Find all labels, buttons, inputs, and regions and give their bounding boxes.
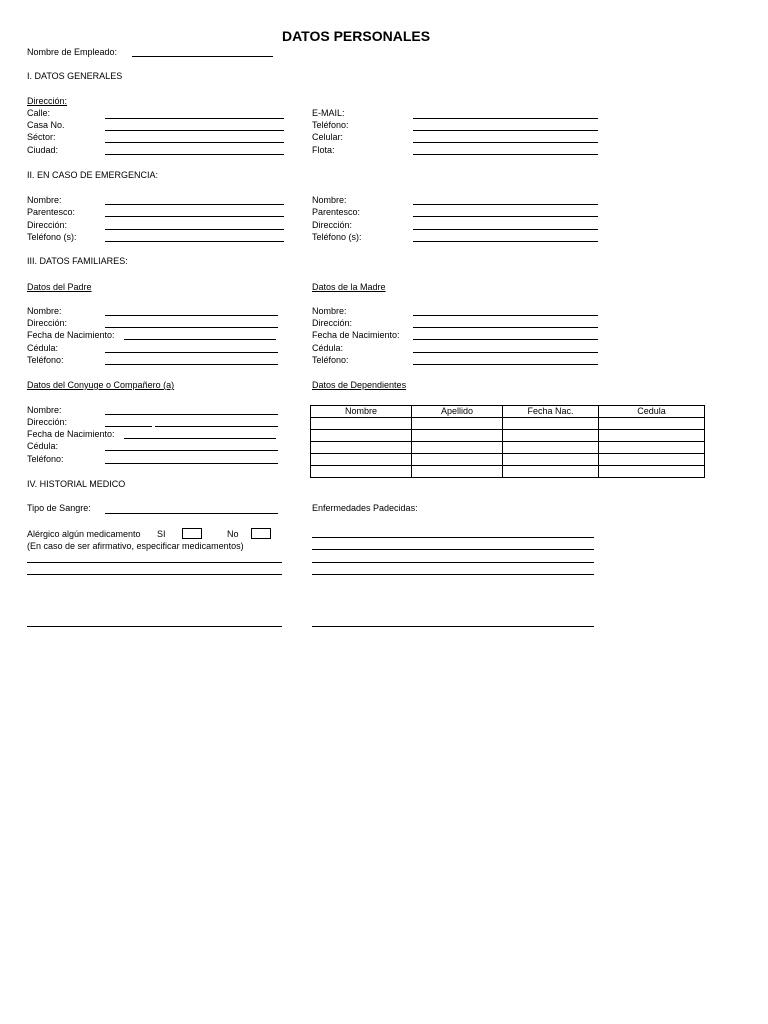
mother-name-label: Nombre: xyxy=(312,306,347,316)
father-id-field[interactable] xyxy=(105,352,278,353)
spouse-heading: Datos del Conyuge o Compañero (a) xyxy=(27,380,175,390)
employee-name-field[interactable] xyxy=(132,56,273,57)
allergic-no-label: No xyxy=(227,529,239,539)
emergency-phone-label: Teléfono (s): xyxy=(27,232,77,242)
emergency2-name-field[interactable] xyxy=(413,204,598,205)
table-row xyxy=(311,466,705,478)
father-name-label: Nombre: xyxy=(27,306,62,316)
table-row xyxy=(311,442,705,454)
phone-field[interactable] xyxy=(413,130,598,131)
table-cell[interactable] xyxy=(311,418,412,430)
spouse-id-label: Cédula: xyxy=(27,441,59,451)
section-family: III. DATOS FAMILIARES: xyxy=(27,256,128,266)
table-cell[interactable] xyxy=(599,454,705,466)
mother-birthdate-field[interactable] xyxy=(413,339,598,340)
diseases-line-5[interactable] xyxy=(312,626,594,627)
allergic-note: (En caso de ser afirmativo, especificar medicamentos) xyxy=(27,541,244,551)
father-address-field[interactable] xyxy=(105,327,278,328)
section-medical: IV. HISTORIAL MEDICO xyxy=(27,479,126,489)
mother-heading: Datos de la Madre xyxy=(312,282,386,292)
emergency2-name-label: Nombre: xyxy=(312,195,347,205)
column-header-birthdate: Fecha Nac. xyxy=(503,406,599,418)
father-name-field[interactable] xyxy=(105,315,278,316)
mother-phone-field[interactable] xyxy=(413,364,598,365)
table-cell[interactable] xyxy=(599,418,705,430)
table-cell[interactable] xyxy=(311,466,412,478)
allergic-label: Alérgico algún medicamento xyxy=(27,529,141,539)
table-cell[interactable] xyxy=(503,418,599,430)
spouse-birthdate-label: Fecha de Nacimiento: xyxy=(27,429,115,439)
table-cell[interactable] xyxy=(412,454,503,466)
spouse-address-field-b[interactable] xyxy=(155,426,278,427)
table-cell[interactable] xyxy=(412,442,503,454)
street-label: Calle: xyxy=(27,108,51,118)
employee-name-label: Nombre de Empleado: xyxy=(27,47,118,57)
spouse-phone-field[interactable] xyxy=(105,463,278,464)
sector-label: Séctor: xyxy=(27,132,56,142)
spouse-id-field[interactable] xyxy=(105,450,278,451)
fleet-field[interactable] xyxy=(413,154,598,155)
father-birthdate-label: Fecha de Nacimiento: xyxy=(27,330,115,340)
fleet-label: Flota: xyxy=(312,145,335,155)
city-field[interactable] xyxy=(105,154,284,155)
spouse-address-field-a[interactable] xyxy=(105,426,152,427)
table-cell[interactable] xyxy=(412,418,503,430)
column-header-id: Cedula xyxy=(599,406,705,418)
emergency2-address-field[interactable] xyxy=(413,229,598,230)
house-number-field[interactable] xyxy=(105,130,284,131)
mother-name-field[interactable] xyxy=(413,315,598,316)
blood-type-label: Tipo de Sangre: xyxy=(27,503,91,513)
father-phone-label: Teléfono: xyxy=(27,355,64,365)
diseases-label: Enfermedades Padecidas: xyxy=(312,503,418,513)
emergency2-address-label: Dirección: xyxy=(312,220,353,230)
allergic-yes-label: SI xyxy=(157,529,166,539)
mobile-label: Celular: xyxy=(312,132,344,142)
emergency2-relationship-label: Parentesco: xyxy=(312,207,361,217)
emergency-name-label: Nombre: xyxy=(27,195,62,205)
diseases-line-1[interactable] xyxy=(312,537,594,538)
father-phone-field[interactable] xyxy=(105,364,278,365)
table-cell[interactable] xyxy=(412,430,503,442)
mother-address-label: Dirección: xyxy=(312,318,353,328)
table-cell[interactable] xyxy=(503,430,599,442)
emergency2-relationship-field[interactable] xyxy=(413,216,598,217)
email-field[interactable] xyxy=(413,118,598,119)
table-cell[interactable] xyxy=(503,466,599,478)
mother-address-field[interactable] xyxy=(413,327,598,328)
column-header-surname: Apellido xyxy=(412,406,503,418)
table-row xyxy=(311,430,705,442)
blood-type-field[interactable] xyxy=(105,513,278,514)
emergency-name-field[interactable] xyxy=(105,204,284,205)
allergic-yes-checkbox[interactable] xyxy=(182,528,202,539)
spouse-name-label: Nombre: xyxy=(27,405,62,415)
column-header-name: Nombre xyxy=(311,406,412,418)
emergency-relationship-label: Parentesco: xyxy=(27,207,76,217)
emergency2-phone-label: Teléfono (s): xyxy=(312,232,362,242)
emergency-address-field[interactable] xyxy=(105,229,284,230)
phone-label: Teléfono: xyxy=(312,120,349,130)
table-cell[interactable] xyxy=(412,466,503,478)
spouse-name-field[interactable] xyxy=(105,414,278,415)
dependents-heading: Datos de Dependientes xyxy=(312,380,407,390)
medication-line-2[interactable] xyxy=(27,574,282,575)
mobile-field[interactable] xyxy=(413,142,598,143)
spouse-phone-label: Teléfono: xyxy=(27,454,64,464)
table-cell[interactable] xyxy=(599,442,705,454)
emergency-phone-field[interactable] xyxy=(105,241,284,242)
diseases-line-2[interactable] xyxy=(312,549,594,550)
dependents-table xyxy=(310,405,705,478)
table-cell[interactable] xyxy=(311,454,412,466)
table-cell[interactable] xyxy=(503,454,599,466)
father-id-label: Cédula: xyxy=(27,343,59,353)
table-cell[interactable] xyxy=(311,430,412,442)
spouse-address-label: Dirección: xyxy=(27,417,68,427)
father-address-label: Dirección: xyxy=(27,318,68,328)
spouse-birthdate-field[interactable] xyxy=(124,438,276,439)
table-row xyxy=(311,418,705,430)
section-emergency: II. EN CASO DE EMERGENCIA: xyxy=(27,170,159,180)
mother-phone-label: Teléfono: xyxy=(312,355,349,365)
mother-id-field[interactable] xyxy=(413,352,598,353)
dependents-header-row xyxy=(311,406,705,418)
mother-birthdate-label: Fecha de Nacimiento: xyxy=(312,330,400,340)
sector-field[interactable] xyxy=(105,142,284,143)
emergency2-phone-field[interactable] xyxy=(413,241,598,242)
father-birthdate-field[interactable] xyxy=(124,339,276,340)
allergic-no-checkbox[interactable] xyxy=(251,528,271,539)
diseases-line-4[interactable] xyxy=(312,574,594,575)
table-cell[interactable] xyxy=(311,442,412,454)
city-label: Ciudad: xyxy=(27,145,59,155)
father-heading: Datos del Padre xyxy=(27,282,92,292)
mother-id-label: Cédula: xyxy=(312,343,344,353)
section-general: I. DATOS GENERALES xyxy=(27,71,123,81)
diseases-line-3[interactable] xyxy=(312,562,594,563)
emergency-address-label: Dirección: xyxy=(27,220,68,230)
page-title: DATOS PERSONALES xyxy=(282,28,431,44)
table-row xyxy=(311,454,705,466)
emergency-relationship-field[interactable] xyxy=(105,216,284,217)
street-field[interactable] xyxy=(105,118,284,119)
table-cell[interactable] xyxy=(599,430,705,442)
medication-line-3[interactable] xyxy=(27,626,282,627)
medication-line-1[interactable] xyxy=(27,562,282,563)
table-cell[interactable] xyxy=(503,442,599,454)
address-heading: Dirección: xyxy=(27,96,68,106)
table-cell[interactable] xyxy=(599,466,705,478)
email-label: E-MAIL: xyxy=(312,108,345,118)
house-number-label: Casa No. xyxy=(27,120,65,130)
